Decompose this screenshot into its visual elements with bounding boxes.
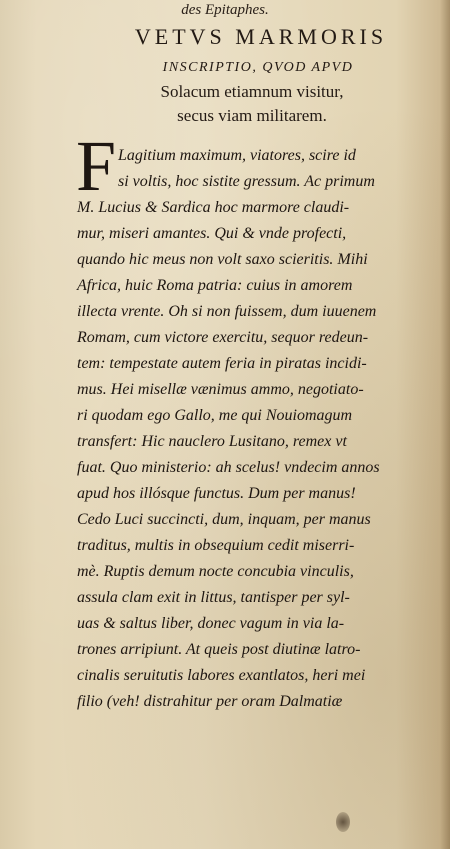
body-line: quando hic meus non volt saxo scieritis. Mihi [77, 251, 368, 268]
body-line: illecta vrente. Oh si non fuissem, dum iuuenem [77, 303, 377, 320]
inscription-subtitle: INSCRIPTIO, QVOD APVD [162, 60, 354, 75]
running-head: des Epitaphes. [181, 2, 269, 18]
body-line: Africa, huic Roma patria: cuius in amorem [77, 277, 353, 294]
body-line: Romam, cum victore exercitu, sequor redeun- [77, 329, 369, 346]
drop-cap-initial: F [76, 126, 117, 206]
body-line: filio (veh! distrahitur per oram Dalmatiæ [77, 693, 343, 710]
body-line: traditus, multis in obsequium cedit miserri- [77, 537, 355, 554]
body-line: transfert: Hic nauclero Lusitano, remex vt [77, 433, 347, 450]
body-line: mur, miseri amantes. Qui & vnde profecti, [77, 225, 347, 242]
body-line: si voltis, hoc sistite gressum. Ac primum [118, 173, 375, 190]
page-edge-shadow [440, 0, 450, 849]
body-line: cinalis seruitutis labores exantlatos, heri mei [77, 667, 366, 684]
body-line: fuat. Quo ministerio: ah scelus! vndecim annos [77, 459, 380, 476]
body-line: Lagitium maximum, viatores, scire id [118, 147, 356, 164]
body-line: mus. Hei misellæ vænimus ammo, negotiato- [77, 381, 364, 398]
body-line: apud hos illósque functus. Dum per manus! [77, 485, 356, 502]
body-line: Cedo Luci succincti, dum, inquam, per manus [77, 511, 371, 528]
body-line: tem: tempestate autem feria in piratas incidi- [77, 355, 367, 372]
body-line: uas & saltus liber, donec vagum in via la- [77, 615, 345, 632]
body-line: mè. Ruptis demum nocte concubia vinculis, [77, 563, 354, 580]
body-line: assula clam exit in littus, tantisper per syl- [77, 589, 350, 606]
inscription-title: VETVS MARMORIS [134, 24, 388, 49]
body-line: ri quodam ego Gallo, me qui Nouiomagum [77, 407, 353, 424]
location-line-1: Solacum etiamnum visitur, [160, 82, 344, 101]
body-line: M. Lucius & Sardica hoc marmore claudi- [77, 199, 350, 216]
body-line: trones arripiunt. At queis post diutinæ latro- [77, 641, 361, 658]
ink-stain [336, 812, 350, 832]
location-line-2: secus viam militarem. [177, 106, 327, 125]
